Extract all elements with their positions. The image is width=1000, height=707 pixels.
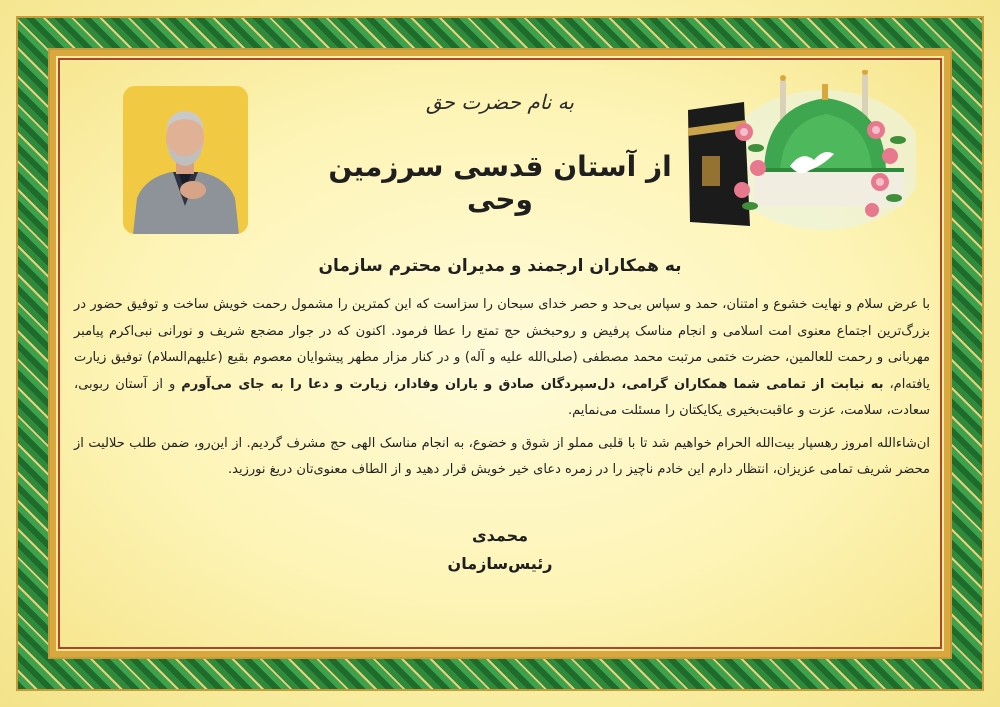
paragraph-1 <box>74 292 930 425</box>
paragraph-1-emphasis: به نیابت از تمامی شما همکاران گرامی، دل‌سپردگان صادق و یاران وفادار، زیارت و دعا را به جای می‌آورم <box>181 376 884 392</box>
paragraph-1-part-c: و از آستان ربوبی، سعادت، سلامت، عزت و عاقبت‌بخیری یکایکتان را مسئلت می‌نمایم. <box>74 376 930 418</box>
signature-name: محمدی <box>471 526 529 545</box>
kaaba-and-green-dome-icon <box>684 70 916 230</box>
letter-salutation: به همکاران ارجمند و مدیران محترم سازمان <box>318 256 682 276</box>
bismillah-heading: به نام حضرت حق <box>425 90 575 114</box>
paragraph-2: ان‌شاءالله امروز رهسپار بیت‌الله الحرام خواهیم شد تا با قلبی مملو از شوق و خضوع، به انجام مناسک الهی حج مشرف گردیم. از این‌رو، ضمن طلب حلالیت از محضر شریف تمامی عزیزان، انتظار دارم این خادم ناچیز را در زمره دعای خیر خویش قرار دهید و از الطاف معنوی‌تان دریغ نورزید. <box>74 435 930 477</box>
page-title: از آستان قدسی سرزمین وحی <box>328 150 672 216</box>
shrine-illustration <box>684 70 916 230</box>
sender-portrait-photo <box>123 86 248 234</box>
letter-body <box>74 292 930 484</box>
portrait-illustration <box>123 86 248 234</box>
signature-block <box>400 522 600 578</box>
signature-title: رئیس‌سازمان <box>447 554 553 573</box>
paragraph-1-part-a: با عرض سلام و نهایت خشوع و امتنان، حمد و سپاس بی‌حد و حصر خدای سبحان را سزاست که این کمترین را مشمول رحمت خویش ساخت و توفیق حضور در بزرگ‌ترین اجتماع معنوی امت اسلامی و انجام مناسک پرفیض و روحبخش حج تمتع را عطا فرمود. اکنون که در جوار مضجع شریف و نورانی نبی‌اکرم پیامبر مهربانی و رحمت للعالمین، حضرت ختمی مرتبت محمد مصطفی (صلی‌الله علیه و آله) و در کنار مزار مطهر پیشوایان معصوم بقیع (علیهم‌السلام) توفیق زیارت یافته‌ام، <box>74 297 930 392</box>
